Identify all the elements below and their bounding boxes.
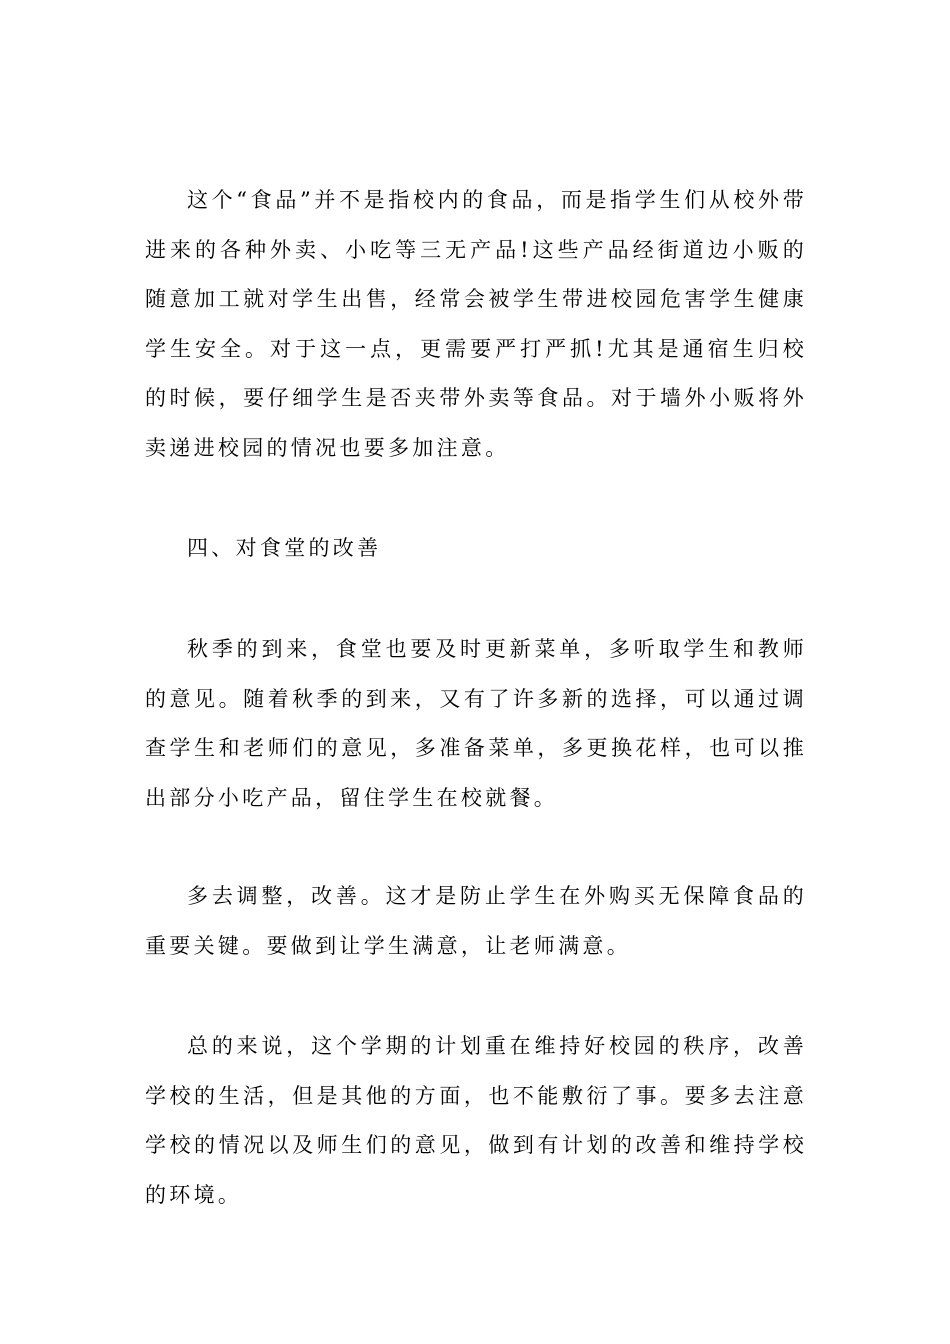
paragraph-summary: 总的来说，这个学期的计划重在维持好校园的秩序，改善学校的生活，但是其他的方面，也不能敷衍了事。要多去注意学校的情况以及师生们的意见，做到有计划的改善和维持学校的环境。 [145,1034,807,1207]
section-heading-canteen: 四、对食堂的改善 [187,536,382,560]
paragraph-adjust-improve: 多去调整，改善。这才是防止学生在外购买无保障食品的重要关键。要做到让学生满意，让老师满意。 [145,884,807,958]
paragraph-outside-food: 这个“食品”并不是指校内的食品，而是指学生们从校外带进来的各种外卖、小吃等三无产品!这些产品经街道边小贩的随意加工就对学生出售，经常会被学生带进校园危害学生健康学生安全。对于这一点，更需要严打严抓!尤其是通宿生归校的时候，要仔细学生是否夹带外卖等食品。对于墙外小贩将外卖递进校园的情况也要多加注意。 [145,188,807,460]
paragraph-canteen-menu: 秋季的到来，食堂也要及时更新菜单，多听取学生和教师的意见。随着秋季的到来，又有了许多新的选择，可以通过调查学生和老师们的意见，多准备菜单，多更换花样，也可以推出部分小吃产品，留住学生在校就餐。 [145,637,807,810]
